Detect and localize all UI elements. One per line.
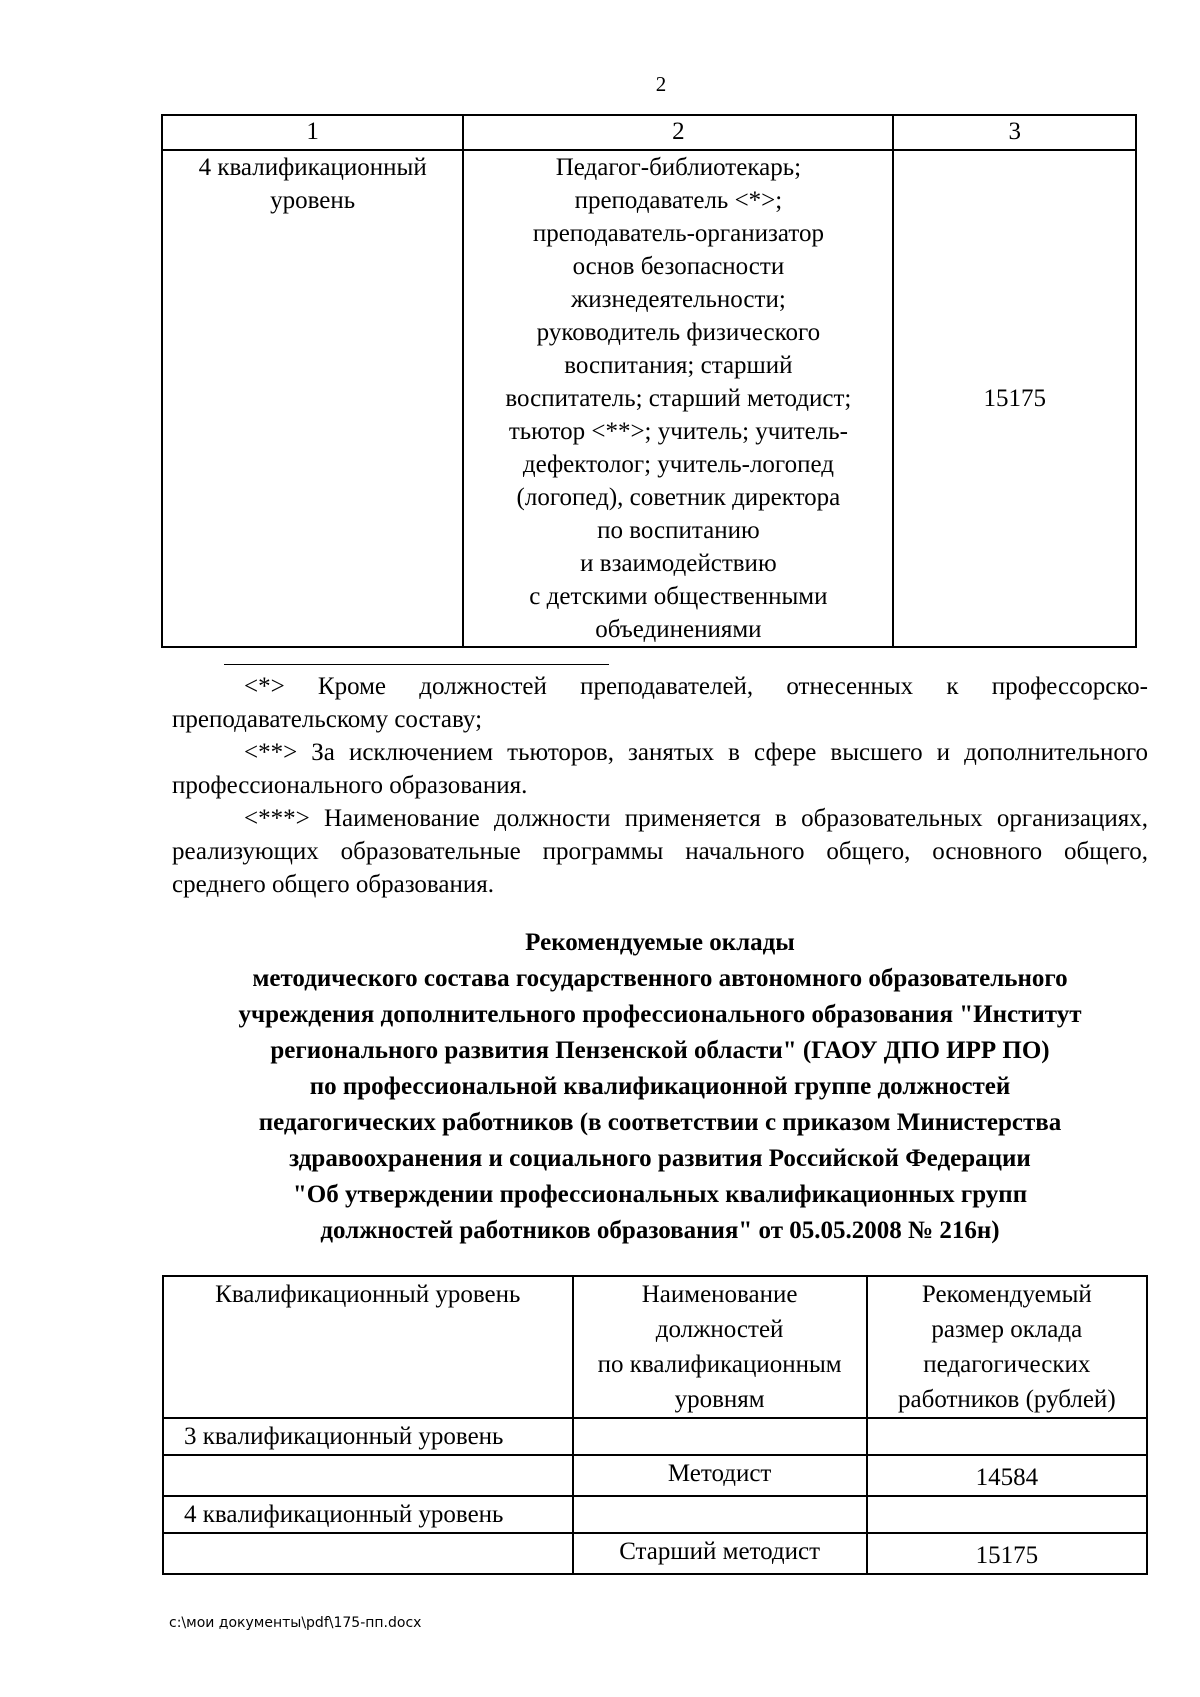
heading-line: учреждения дополнительного профессионального образования "Институт: [238, 1001, 1082, 1028]
salary-cell: 14584: [867, 1455, 1147, 1496]
level-cell: 4 квалификационный уровень: [163, 1496, 573, 1533]
heading-line: "Об утверждении профессиональных квалификационных групп: [292, 1181, 1028, 1208]
positions-cell: Педагог-библиотекарь; преподаватель <*>; преподаватель-организатор основ безопасности жизнедеятельности; руководитель физического воспитания; старший воспитатель; старший методист; тьютор <**>; учитель; учитель- дефектолог; учитель-логопед (логопед), советник директора по воспитанию и взаимодействию с детскими общественными объединениями: [463, 150, 893, 647]
column-header-3: 3: [893, 115, 1136, 150]
heading-line: регионального развития Пензенской области" (ГАОУ ДПО ИРР ПО): [270, 1037, 1050, 1064]
salary-cell: [867, 1418, 1147, 1455]
heading-line: по профессиональной квалификационной группе должностей: [309, 1073, 1011, 1100]
table-row: [163, 1418, 1147, 1455]
footnotes: [172, 670, 1148, 901]
footnote-divider: [224, 664, 609, 665]
table-header-row: [163, 1276, 1147, 1418]
table-row: [163, 1496, 1147, 1533]
table-row: [162, 150, 1136, 647]
heading-line: здравоохранения и социального развития Российской Федерации: [289, 1145, 1031, 1172]
page-number: 2: [655, 72, 667, 96]
salary-cell: 15175: [893, 150, 1136, 647]
methodist-salary-table: [162, 1275, 1148, 1575]
position-cell: Методист: [573, 1455, 867, 1496]
positions-table-continued: [161, 114, 1137, 648]
heading-line: педагогических работников (в соответствии с приказом Министерства: [258, 1109, 1062, 1136]
table-row: [163, 1533, 1147, 1574]
level-cell: 3 квалификационный уровень: [163, 1418, 573, 1455]
section-heading: [172, 925, 1148, 1249]
document-file-path: c:\мои документы\pdf\175-пп.docx: [169, 1615, 422, 1631]
table-header-row: [162, 115, 1136, 150]
position-cell: Старший методист: [573, 1533, 867, 1574]
footnote-2: <**> За исключением тьюторов, занятых в сфере высшего и дополнительного профессионального образования.: [172, 739, 1148, 799]
position-cell: [573, 1496, 867, 1533]
column-header-1: 1: [162, 115, 463, 150]
table-row: [163, 1455, 1147, 1496]
level-cell: [163, 1455, 573, 1496]
position-cell: [573, 1418, 867, 1455]
column-header-positions: Наименование должностей по квалификационным уровням: [573, 1276, 867, 1418]
salary-cell: [867, 1496, 1147, 1533]
column-header-salary: Рекомендуемый размер оклада педагогических работников (рублей): [867, 1276, 1147, 1418]
qualification-level-cell: 4 квалификационный уровень: [162, 150, 463, 647]
heading-line: методического состава государственного автономного образовательного: [252, 965, 1068, 992]
heading-line: должностей работников образования" от 05.05.2008 № 216н): [320, 1217, 1000, 1244]
heading-line: Рекомендуемые оклады: [525, 929, 795, 956]
column-header-qualification-level: Квалификационный уровень: [163, 1276, 573, 1418]
column-header-2: 2: [463, 115, 893, 150]
footnote-3: <***> Наименование должности применяется в образовательных организациях, реализующих образовательные программы начального общего, основного общего, среднего общего образования.: [172, 805, 1148, 898]
level-cell: [163, 1533, 573, 1574]
footnote-1: <*> Кроме должностей преподавателей, отнесенных к профессорско-преподавательскому составу;: [172, 673, 1148, 733]
salary-cell: 15175: [867, 1533, 1147, 1574]
